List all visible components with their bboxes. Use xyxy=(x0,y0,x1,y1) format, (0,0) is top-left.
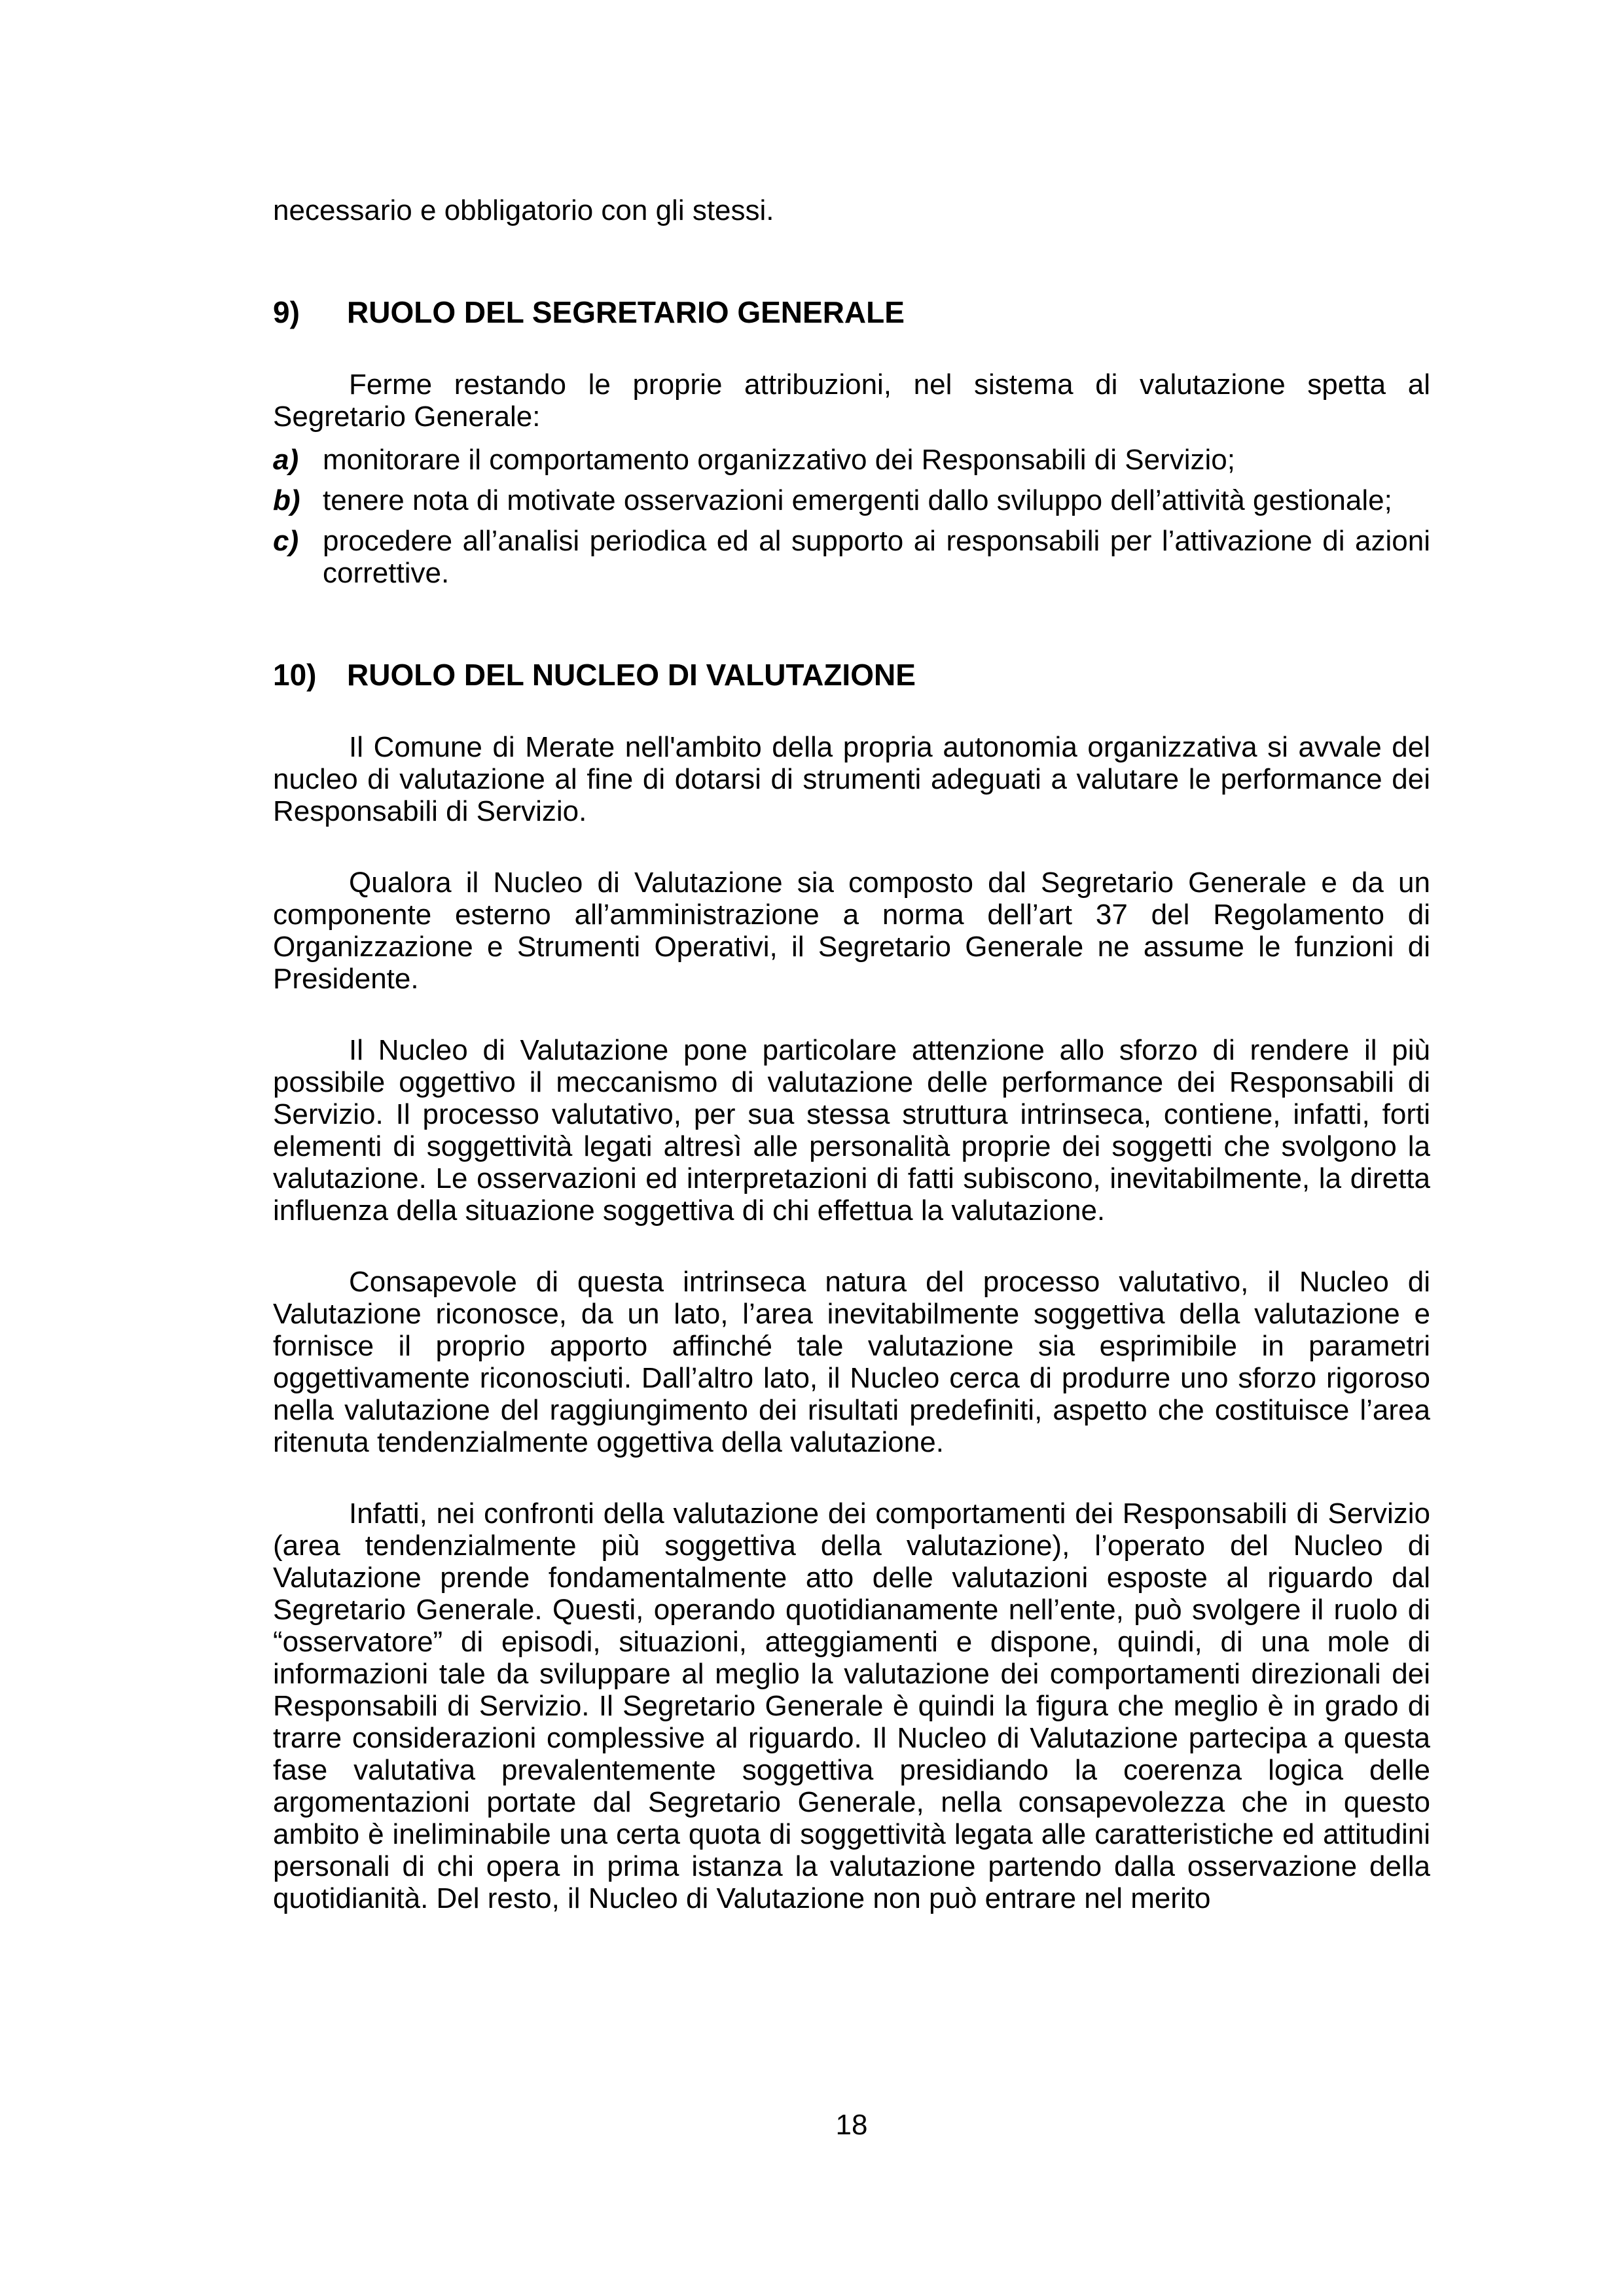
list-text-a: monitorare il comportamento organizzativo dei Responsabili di Servizio; xyxy=(323,444,1235,476)
list-marker-b: b) xyxy=(273,484,300,516)
list-marker-a: a) xyxy=(273,444,299,476)
section-10-title: RUOLO DEL NUCLEO DI VALUTAZIONE xyxy=(347,658,916,692)
list-item-c xyxy=(273,525,1430,589)
list-item-a xyxy=(273,444,1430,476)
section-9-title: RUOLO DEL SEGRETARIO GENERALE xyxy=(347,295,905,329)
list-text-c: procedere all’analisi periodica ed al supporto ai responsabili per l’attivazione di azioni correttive. xyxy=(323,525,1430,589)
section-10-heading xyxy=(273,658,1430,692)
section-10-number: 10) xyxy=(273,658,317,692)
continuation-paragraph: necessario e obbligatorio con gli stessi. xyxy=(273,194,774,226)
section-10-paragraph-5: Infatti, nei confronti della valutazione dei comportamenti dei Responsabili di Servizio (area tendenzialmente più soggettiva della valutazione), l’operato del Nucleo di Valutazione prende fondamentalmente atto delle valutazioni esposte al riguardo dal Segretario Generale. Questi, operando quotidianamente nell’ente, può svolgere il ruolo di “osservatore” di episodi, situazioni, atteggiamenti e dispone, quindi, di una mole di informazioni tale da sviluppare al meglio la valutazione dei comportamenti direzionali dei Responsabili di Servizio. Il Segretario Generale è quindi la figura che meglio è in grado di trarre considerazioni complessive al riguardo. Il Nucleo di Valutazione partecipa a questa fase valutativa prevalentemente soggettiva presidiando la coerenza logica delle argomentazioni portate dal Segretario Generale, nella consapevolezza che in questo ambito è ineliminabile una certa quota di soggettività legata alle caratteristiche ed attitudini personali di chi opera in prima istanza la valutazione partendo dalla osservazione della quotidianità. Del resto, il Nucleo di Valutazione non può entrare nel merito xyxy=(273,1498,1430,1914)
section-9-heading xyxy=(273,295,1430,329)
section-9-list xyxy=(273,444,1430,589)
text-column xyxy=(273,194,1430,1914)
list-text-b: tenere nota di motivate osservazioni emergenti dallo sviluppo dell’attività gestionale; xyxy=(323,484,1392,516)
section-10-paragraph-2: Qualora il Nucleo di Valutazione sia composto dal Segretario Generale e da un componente esterno all’amministrazione a norma dell’art 37 del Regolamento di Organizzazione e Strumenti Operativi, il Segretario Generale ne assume le funzioni di Presidente. xyxy=(273,867,1430,995)
section-9-intro-paragraph: Ferme restando le proprie attribuzioni, nel sistema di valutazione spetta al Segretario Generale: xyxy=(273,368,1430,433)
list-marker-c: c) xyxy=(273,525,299,557)
page-number: 18 xyxy=(835,2109,868,2141)
section-10-paragraph-4: Consapevole di questa intrinseca natura del processo valutativo, il Nucleo di Valutazione riconosce, da un lato, l’area inevitabilmente soggettiva della valutazione e fornisce il proprio apporto affinché tale valutazione sia esprimibile in parametri oggettivamente riconosciuti. Dall’altro lato, il Nucleo cerca di produrre uno sforzo rigoroso nella valutazione del raggiungimento dei risultati predefiniti, aspetto che costituisce l’area ritenuta tendenzialmente oggettiva della valutazione. xyxy=(273,1266,1430,1458)
section-10-paragraph-1: Il Comune di Merate nell'ambito della propria autonomia organizzativa si avvale del nucleo di valutazione al fine di dotarsi di strumenti adeguati a valutare le performance dei Responsabili di Servizio. xyxy=(273,731,1430,827)
section-9-number: 9) xyxy=(273,295,300,329)
list-item-b xyxy=(273,484,1430,516)
section-10-paragraph-3: Il Nucleo di Valutazione pone particolare attenzione allo sforzo di rendere il più possibile oggettivo il meccanismo di valutazione delle performance dei Responsabili di Servizio. Il processo valutativo, per sua stessa struttura intrinseca, contiene, infatti, forti elementi di soggettività legati altresì alle personalità proprie dei soggetti che svolgono la valutazione. Le osservazioni ed interpretazioni di fatti subiscono, inevitabilmente, la diretta influenza della situazione soggettiva di chi effettua la valutazione. xyxy=(273,1034,1430,1227)
